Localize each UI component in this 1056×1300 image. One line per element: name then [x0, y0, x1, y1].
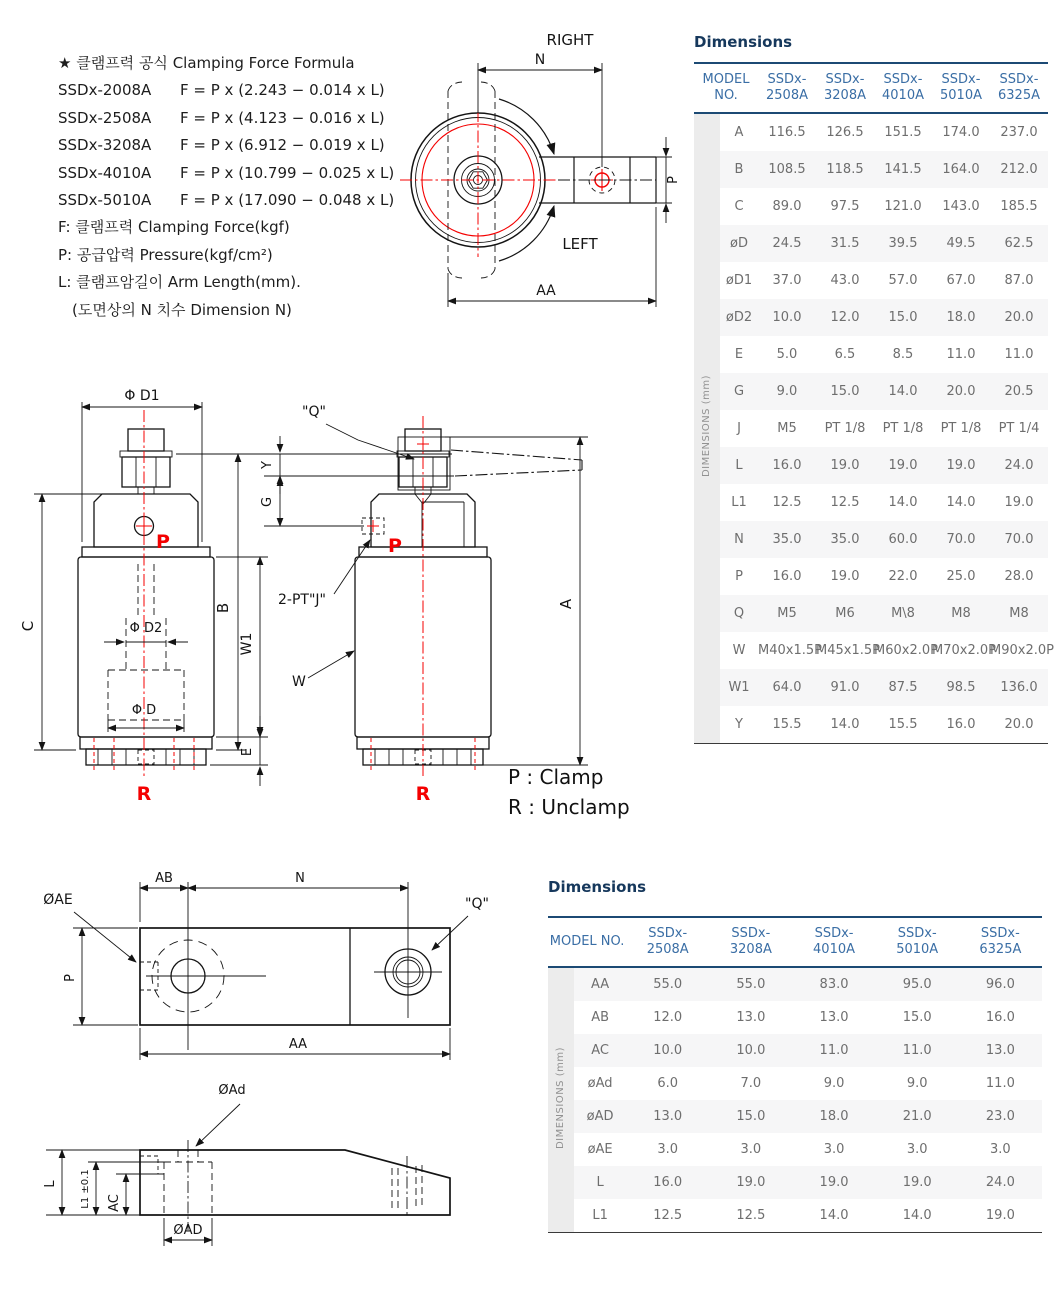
value-cell: 64.0: [758, 669, 816, 706]
value-cell: 35.0: [816, 521, 874, 558]
front-view-right: [355, 416, 582, 805]
legend-unclamp: R : Unclamp: [508, 795, 630, 819]
value-cell: 15.0: [709, 1100, 792, 1133]
value-cell: 20.0: [990, 706, 1048, 744]
value-cell: 3.0: [990, 1142, 1011, 1157]
legend-clamp: P : Clamp: [508, 765, 604, 789]
row-label-cell: Q: [720, 595, 758, 632]
value-cell: 43.0: [830, 273, 860, 288]
value-cell: 19.0: [876, 1166, 959, 1199]
value-cell: 35.0: [758, 521, 816, 558]
value-cell: 87.5: [874, 669, 932, 706]
formula-line: [58, 105, 428, 132]
row-label-cell: W1: [720, 669, 758, 706]
table-row: [694, 336, 1048, 373]
value-cell: PT 1/4: [998, 421, 1040, 436]
value-cell: 11.0: [792, 1034, 875, 1067]
value-cell: M6: [816, 595, 874, 632]
value-cell: 15.0: [816, 373, 874, 410]
value-cell: 143.0: [942, 199, 980, 214]
value-cell: 9.0: [823, 1076, 845, 1091]
model-column-header: SSDx- 3208A: [816, 63, 874, 113]
dim-label-oad-small: ØAd: [218, 1083, 246, 1098]
clamp-arm-drawings: [18, 856, 543, 1271]
value-cell: 95.0: [876, 967, 959, 1001]
value-cell: 57.0: [888, 273, 918, 288]
value-cell: 14.0: [946, 495, 976, 510]
formula-expression: F = P x (4.123 − 0.016 x L): [180, 108, 385, 127]
port-label-p-right-view: P: [388, 535, 402, 557]
row-label-cell: G: [720, 373, 758, 410]
model-column-header: SSDx- 4010A: [874, 63, 932, 113]
table-row: [694, 632, 1048, 669]
model-column-header: SSDx- 4010A: [792, 917, 875, 967]
value-cell: M\8: [874, 595, 932, 632]
value-cell: 98.5: [932, 669, 990, 706]
value-cell: 12.5: [772, 495, 802, 510]
dim-label-oae: ØAE: [43, 892, 73, 908]
port-label-r-left-view: R: [136, 783, 152, 805]
table-row: [694, 410, 1048, 447]
value-cell: 70.0: [990, 521, 1048, 558]
model-column-header: SSDx- 5010A: [932, 63, 990, 113]
value-cell: 91.0: [816, 669, 874, 706]
dim-label-phi-d2: Φ D2: [129, 621, 163, 636]
port-legend: [508, 762, 630, 822]
dim-label-c: C: [19, 620, 37, 632]
table-row: [694, 188, 1048, 225]
row-label-cell: E: [734, 347, 744, 362]
formula-line: [58, 77, 428, 104]
table-row: [548, 1199, 1042, 1233]
formula-model: SSDx-2008A: [58, 81, 152, 100]
dimensions-mm-side-label: DIMENSIONS (mm): [548, 967, 574, 1233]
dim-label-l1: L1 ±0.1: [80, 1169, 91, 1209]
value-cell: 12.5: [709, 1199, 792, 1233]
value-cell: M8: [932, 595, 990, 632]
value-cell: M5: [777, 421, 797, 436]
value-cell: 21.0: [876, 1100, 959, 1133]
table-row: [694, 447, 1048, 484]
value-cell: 164.0: [932, 151, 990, 188]
value-cell: 62.5: [990, 225, 1048, 262]
formula-expression: F = P x (2.243 − 0.014 x L): [180, 81, 385, 100]
table-row: [548, 1133, 1042, 1166]
value-cell: 15.5: [874, 706, 932, 744]
value-cell: 185.5: [1000, 199, 1038, 214]
value-cell: 23.0: [959, 1100, 1042, 1133]
table-row: [694, 484, 1048, 521]
model-column-header: SSDx- 5010A: [876, 917, 959, 967]
value-cell: 15.0: [874, 299, 932, 336]
value-cell: 3.0: [906, 1142, 928, 1157]
value-cell: 3.0: [823, 1142, 845, 1157]
formula-model: SSDx-4010A: [58, 163, 152, 182]
value-cell: 28.0: [1004, 569, 1034, 584]
table-row: [694, 151, 1048, 188]
dim-label-b: B: [214, 602, 232, 614]
table-title: Dimensions: [548, 878, 647, 896]
value-cell: 15.0: [902, 1010, 932, 1025]
value-cell: 12.0: [816, 299, 874, 336]
table-row: [548, 1166, 1042, 1199]
table-row: [548, 1001, 1042, 1034]
dim-label-phi-d: Φ D: [131, 703, 157, 718]
table-row: [548, 1067, 1042, 1100]
formula-expression: F = P x (10.799 − 0.025 x L): [180, 163, 395, 182]
row-label-cell: Y: [720, 706, 758, 744]
value-cell: M90x2.0P: [990, 643, 1054, 658]
callout-label-w: W: [292, 674, 306, 690]
model-column-header: SSDx- 6325A: [959, 917, 1042, 967]
callout-label-q-arm: "Q": [465, 896, 489, 912]
dim-label-p-arm: P: [63, 974, 78, 982]
value-cell: M45x1.5P: [816, 643, 880, 658]
formula-line: [58, 132, 428, 159]
value-cell: 37.0: [772, 273, 802, 288]
table-row: [694, 262, 1048, 299]
callout-label-q: "Q": [302, 404, 326, 420]
formula-line: [58, 187, 428, 214]
value-cell: M70x2.0P: [932, 643, 996, 658]
value-cell: 16.0: [932, 706, 990, 744]
value-cell: 7.0: [740, 1076, 762, 1091]
front-view-left: [78, 410, 214, 805]
dim-label-p: P: [666, 176, 681, 184]
value-cell: 121.0: [884, 199, 922, 214]
value-cell: 9.0: [758, 373, 816, 410]
table-row: [694, 299, 1048, 336]
value-cell: 83.0: [792, 967, 875, 1001]
value-cell: 89.0: [772, 199, 802, 214]
value-cell: 11.0: [876, 1034, 959, 1067]
row-label-cell: C: [734, 199, 744, 214]
value-cell: M5: [758, 595, 816, 632]
value-cell: 14.0: [816, 706, 874, 744]
row-label-cell: J: [737, 421, 741, 436]
arm-side-view-dimensions: [43, 1083, 246, 1246]
value-cell: 12.5: [626, 1199, 709, 1233]
value-cell: 49.5: [932, 225, 990, 262]
formula-title: ★ 클램프력 공식 Clamping Force Formula: [58, 54, 355, 72]
row-label-cell: L: [574, 1166, 626, 1199]
row-label-cell: W: [732, 643, 746, 658]
value-cell: 237.0: [1000, 125, 1038, 140]
label-left-side: LEFT: [562, 235, 598, 253]
value-cell: 116.5: [768, 125, 806, 140]
table-row: [548, 967, 1042, 1001]
value-cell: 24.0: [959, 1166, 1042, 1199]
dim-label-n-arm: N: [295, 871, 305, 886]
dim-label-oad: ØAD: [173, 1223, 203, 1238]
value-cell: PT 1/8: [824, 421, 866, 436]
table-row: [694, 595, 1048, 632]
value-cell: 11.0: [1004, 347, 1034, 362]
table-row: [548, 1100, 1042, 1133]
value-cell: 108.5: [758, 151, 816, 188]
value-cell: 87.0: [1004, 273, 1034, 288]
row-label-cell: øAE: [587, 1142, 613, 1157]
value-cell: 55.0: [709, 967, 792, 1001]
arm-top-view-dimensions: [43, 871, 489, 1060]
dim-label-aa: AA: [536, 283, 556, 299]
arm-top-view: [140, 882, 450, 1050]
row-label-cell: AA: [574, 967, 626, 1001]
value-cell: 19.0: [816, 447, 874, 484]
label-right-side: RIGHT: [546, 31, 594, 49]
value-cell: 3.0: [657, 1142, 679, 1157]
table-row: [694, 558, 1048, 595]
value-cell: 19.0: [1004, 495, 1034, 510]
value-cell: 70.0: [932, 521, 990, 558]
formula-definition: L: 클램프암길이 Arm Length(mm).: [58, 273, 301, 292]
row-label-cell: L: [720, 447, 758, 484]
value-cell: 12.5: [830, 495, 860, 510]
value-cell: 14.0: [876, 1199, 959, 1233]
value-cell: 13.0: [626, 1100, 709, 1133]
value-cell: 22.0: [888, 569, 918, 584]
row-label-cell: øAD: [574, 1100, 626, 1133]
dim-label-phi-d1: Φ D1: [124, 388, 160, 404]
value-cell: PT 1/8: [940, 421, 982, 436]
row-label-cell: N: [720, 521, 758, 558]
value-cell: 20.0: [990, 299, 1048, 336]
dim-label-g: G: [260, 496, 275, 508]
value-cell: 55.0: [626, 967, 709, 1001]
value-cell: 24.5: [758, 225, 816, 262]
value-cell: 18.0: [792, 1100, 875, 1133]
callout-label-2ptj: 2-PT"J": [278, 592, 326, 608]
table-row: [694, 113, 1048, 151]
formula-model: SSDx-2508A: [58, 108, 152, 127]
value-cell: 8.5: [892, 347, 914, 362]
formula-expression: F = P x (6.912 − 0.019 x L): [180, 136, 385, 155]
value-cell: M8: [990, 595, 1048, 632]
value-cell: 19.0: [830, 569, 860, 584]
table-row: [548, 1034, 1042, 1067]
value-cell: 18.0: [932, 299, 990, 336]
formula-model: SSDx-5010A: [58, 191, 152, 210]
row-label-cell: L1: [574, 1199, 626, 1233]
value-cell: 14.0: [888, 495, 918, 510]
value-cell: 12.0: [653, 1010, 683, 1025]
value-cell: 14.0: [792, 1199, 875, 1233]
dimensions-table-bottom: [548, 878, 1042, 1233]
dim-label-a: A: [557, 598, 575, 610]
value-cell: 5.0: [776, 347, 798, 362]
value-cell: 16.0: [758, 447, 816, 484]
value-cell: 126.5: [826, 125, 864, 140]
value-cell: 9.0: [906, 1076, 928, 1091]
row-label-cell: A: [734, 125, 744, 140]
value-cell: 141.5: [874, 151, 932, 188]
value-cell: M60x2.0P: [874, 643, 938, 658]
value-cell: 151.5: [884, 125, 922, 140]
dim-label-y: Y: [260, 461, 275, 469]
value-cell: 97.5: [830, 199, 860, 214]
dimensions-table: [548, 916, 1042, 1233]
dim-label-aa-arm: AA: [288, 1037, 308, 1052]
value-cell: PT 1/8: [882, 421, 924, 436]
table-row: [694, 225, 1048, 262]
value-cell: 11.0: [985, 1076, 1015, 1091]
dim-label-ac: AC: [107, 1194, 122, 1212]
dimensions-mm-side-label: DIMENSIONS (mm): [694, 113, 720, 744]
table-title: Dimensions: [694, 33, 793, 51]
value-cell: 174.0: [942, 125, 980, 140]
clamp-arm-plan: [539, 157, 656, 203]
value-cell: 96.0: [959, 967, 1042, 1001]
value-cell: 19.0: [874, 447, 932, 484]
plan-dimensions: [448, 31, 681, 307]
port-label-r-right-view: R: [415, 783, 431, 805]
value-cell: 16.0: [985, 1010, 1015, 1025]
dim-label-w1: W1: [239, 632, 255, 656]
value-cell: 10.0: [709, 1034, 792, 1067]
row-label-cell: AC: [574, 1034, 626, 1067]
value-cell: 10.0: [758, 299, 816, 336]
model-no-header: MODEL NO.: [548, 917, 626, 967]
row-label-cell: øD: [720, 225, 758, 262]
table-row: [694, 669, 1048, 706]
model-column-header: SSDx- 6325A: [990, 63, 1048, 113]
model-column-header: SSDx- 2508A: [758, 63, 816, 113]
formula-model: SSDx-3208A: [58, 136, 152, 155]
value-cell: 19.0: [709, 1166, 792, 1199]
value-cell: 13.0: [819, 1010, 849, 1025]
value-cell: 13.0: [959, 1034, 1042, 1067]
row-label-cell: øD1: [725, 273, 753, 288]
row-label-cell: AB: [591, 1010, 609, 1025]
value-cell: 15.5: [758, 706, 816, 744]
formula-line: [58, 160, 428, 187]
value-cell: 60.0: [874, 521, 932, 558]
formula-expression: F = P x (17.090 − 0.048 x L): [180, 191, 395, 210]
value-cell: 13.0: [736, 1010, 766, 1025]
row-label-cell: L1: [731, 495, 747, 510]
model-column-header: SSDx- 3208A: [709, 917, 792, 967]
value-cell: 136.0: [990, 669, 1048, 706]
value-cell: M40x1.5P: [758, 643, 822, 658]
dim-label-n: N: [534, 52, 546, 68]
value-cell: 24.0: [990, 447, 1048, 484]
dim-label-ab: AB: [155, 871, 173, 886]
value-cell: 6.0: [657, 1076, 679, 1091]
clamping-force-formula-block: [58, 50, 428, 324]
value-cell: 212.0: [990, 151, 1048, 188]
formula-definition: F: 클램프력 Clamping Force(kgf): [58, 218, 290, 237]
dim-label-e: E: [240, 747, 255, 757]
dimensions-table: [694, 62, 1054, 744]
row-label-cell: øD2: [720, 299, 758, 336]
row-label-cell: B: [720, 151, 758, 188]
value-cell: 10.0: [626, 1034, 709, 1067]
arm-side-view: [46, 1140, 450, 1230]
dimensions-table-top: [694, 33, 1054, 744]
value-cell: 118.5: [816, 151, 874, 188]
value-cell: 20.0: [932, 373, 990, 410]
value-cell: 20.5: [990, 373, 1048, 410]
row-label-cell: øAd: [587, 1076, 613, 1091]
value-cell: 14.0: [874, 373, 932, 410]
value-cell: 19.0: [932, 447, 990, 484]
row-label-cell: P: [735, 569, 743, 584]
model-no-header: MODEL NO.: [694, 63, 758, 113]
value-cell: 19.0: [792, 1166, 875, 1199]
value-cell: 19.0: [959, 1199, 1042, 1233]
dim-label-l: L: [43, 1180, 58, 1188]
port-label-p-left-view: P: [156, 531, 170, 553]
value-cell: 31.5: [816, 225, 874, 262]
clamp-plan-view-drawing: [398, 25, 683, 325]
front-view-left-dimensions: [19, 388, 454, 786]
value-cell: 3.0: [740, 1142, 762, 1157]
value-cell: 11.0: [946, 347, 976, 362]
table-row: [694, 521, 1048, 558]
model-column-header: SSDx- 2508A: [626, 917, 709, 967]
table-row: [694, 373, 1048, 410]
value-cell: 67.0: [946, 273, 976, 288]
formula-definition: P: 공급압력 Pressure(kgf/cm²): [58, 245, 273, 264]
value-cell: 16.0: [626, 1166, 709, 1199]
value-cell: 6.5: [834, 347, 856, 362]
value-cell: 16.0: [772, 569, 802, 584]
value-cell: 39.5: [874, 225, 932, 262]
formula-note: (도면상의 N 치수 Dimension N): [72, 300, 292, 319]
value-cell: 25.0: [946, 569, 976, 584]
table-row: [694, 706, 1048, 744]
